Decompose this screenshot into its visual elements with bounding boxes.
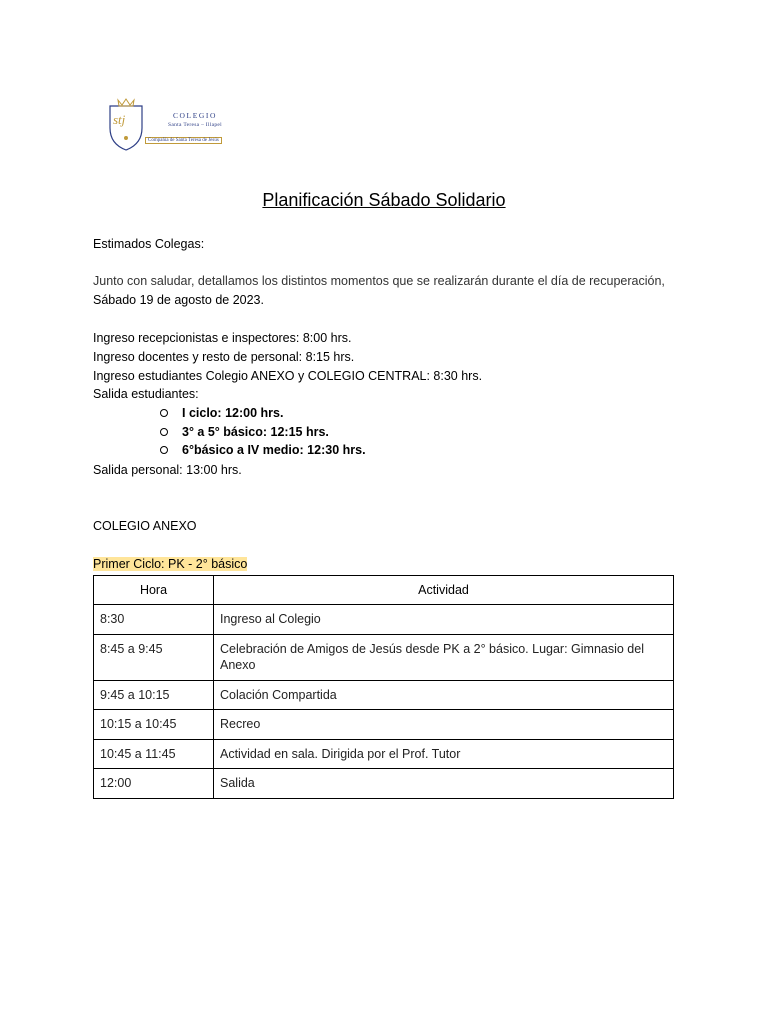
table-row xyxy=(94,769,674,799)
logo-motto: Compañía de Santa Teresa de Jesús xyxy=(145,137,222,144)
logo-subtitle: Santa Teresa – Illapel xyxy=(168,122,222,128)
exit-times-list xyxy=(160,404,366,460)
page-title: Planificación Sábado Solidario xyxy=(262,190,506,210)
cell-activity: Celebración de Amigos de Jesús desde PK a 2° básico. Lugar: Gimnasio del Anexo xyxy=(214,634,674,680)
cell-activity: Salida xyxy=(214,769,674,799)
bullet-icon xyxy=(160,409,168,417)
cell-hour: 8:30 xyxy=(94,605,214,635)
table-header-row xyxy=(94,576,674,605)
subsection-title: Primer Ciclo: PK - 2° básico xyxy=(93,557,248,571)
bullet-icon xyxy=(160,446,168,454)
intro-date: Sábado 19 de agosto de 2023. xyxy=(93,293,264,307)
cell-hour: 12:00 xyxy=(94,769,214,799)
school-logo xyxy=(106,98,246,152)
list-item: 6°básico a IV medio: 12:30 hrs. xyxy=(160,441,366,460)
schedule-line-teachers: Ingreso docentes y resto de personal: 8:15 hrs. xyxy=(93,350,355,364)
list-item: I ciclo: 12:00 hrs. xyxy=(160,404,366,423)
logo-name: COLEGIO xyxy=(172,111,218,120)
list-item: 3° a 5° básico: 12:15 hrs. xyxy=(160,423,366,442)
schedule-line-students: Ingreso estudiantes Colegio ANEXO y COLEGIO CENTRAL: 8:30 hrs. xyxy=(93,369,483,383)
table-row xyxy=(94,605,674,635)
cell-hour: 8:45 a 9:45 xyxy=(94,634,214,680)
cell-activity: Actividad en sala. Dirigida por el Prof. Tutor xyxy=(214,739,674,769)
schedule-line-receptionists: Ingreso recepcionistas e inspectores: 8:00 hrs. xyxy=(93,331,352,345)
greeting: Estimados Colegas: xyxy=(93,237,205,251)
intro-text: Junto con saludar, detallamos los distintos momentos que se realizarán durante el día de recuperación, xyxy=(93,274,665,288)
table-row xyxy=(94,634,674,680)
bullet-icon xyxy=(160,428,168,436)
section-title: COLEGIO ANEXO xyxy=(93,519,197,533)
cell-hour: 10:15 a 10:45 xyxy=(94,710,214,740)
schedule-line-staff-exit: Salida personal: 13:00 hrs. xyxy=(93,463,242,477)
table-row xyxy=(94,710,674,740)
svg-text:stj: stj xyxy=(113,112,126,127)
column-header-activity: Actividad xyxy=(214,576,674,605)
column-header-hour: Hora xyxy=(94,576,214,605)
logo-text xyxy=(145,98,245,146)
cell-activity: Recreo xyxy=(214,710,674,740)
cell-hour: 9:45 a 10:15 xyxy=(94,680,214,710)
shield-icon xyxy=(106,98,146,152)
schedule-table xyxy=(93,575,674,799)
cell-activity: Ingreso al Colegio xyxy=(214,605,674,635)
table-row xyxy=(94,680,674,710)
schedule-line-exit: Salida estudiantes: xyxy=(93,387,199,401)
table-row xyxy=(94,739,674,769)
cell-hour: 10:45 a 11:45 xyxy=(94,739,214,769)
cell-activity: Colación Compartida xyxy=(214,680,674,710)
